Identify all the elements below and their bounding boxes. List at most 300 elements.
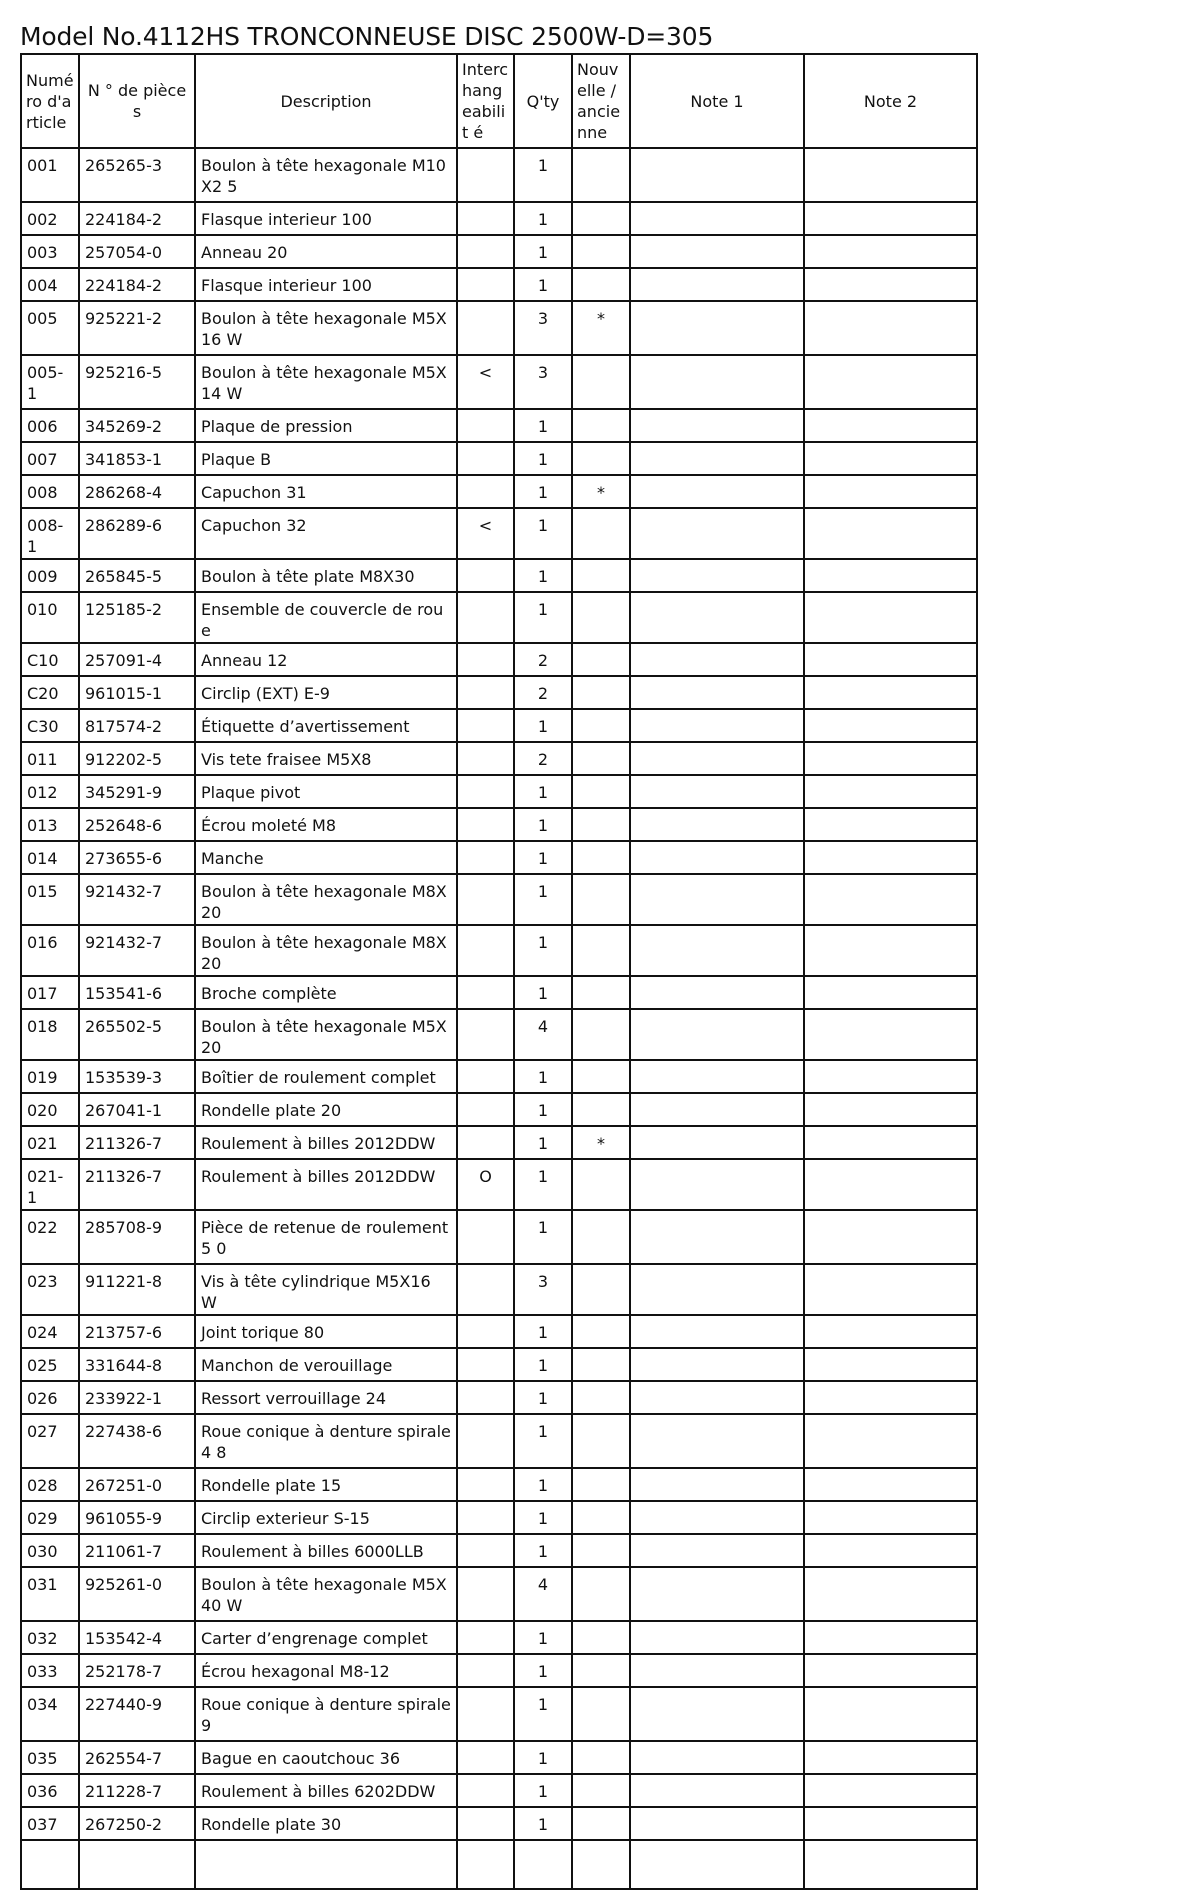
cell-note-2 — [804, 1687, 977, 1741]
cell-note-1 — [630, 1621, 804, 1654]
cell-item-number: 031 — [21, 1567, 79, 1621]
cell-note-1 — [630, 775, 804, 808]
cell-new-old — [572, 268, 630, 301]
header-note-1: Note 1 — [630, 54, 804, 148]
cell-note-1 — [630, 592, 804, 643]
cell-new-old: * — [572, 475, 630, 508]
table-row — [21, 676, 977, 709]
cell-new-old: * — [572, 301, 630, 355]
cell-part-number: 961055-9 — [79, 1501, 195, 1534]
cell-item-number: 026 — [21, 1381, 79, 1414]
table-row — [21, 1264, 977, 1315]
cell-interchangeability — [457, 148, 514, 202]
cell-description: Bague en caoutchouc 36 — [195, 1741, 457, 1774]
cell-part-number: 211326-7 — [79, 1159, 195, 1210]
cell-description: Joint torique 80 — [195, 1315, 457, 1348]
cell-item-number: 037 — [21, 1807, 79, 1840]
header-part-number: N ° de pièces — [79, 54, 195, 148]
cell-description: Roue conique à denture spirale 4 8 — [195, 1414, 457, 1468]
cell-new-old — [572, 355, 630, 409]
cell-new-old — [572, 808, 630, 841]
cell-quantity: 1 — [514, 1060, 572, 1093]
cell-description: Plaque B — [195, 442, 457, 475]
cell-part-number: 912202-5 — [79, 742, 195, 775]
cell-part-number: 925261-0 — [79, 1567, 195, 1621]
cell-note-2 — [804, 775, 977, 808]
table-row — [21, 1315, 977, 1348]
header-note-2: Note 2 — [804, 54, 977, 148]
cell-interchangeability — [457, 1093, 514, 1126]
cell-note-1 — [630, 1534, 804, 1567]
cell-note-1 — [630, 1264, 804, 1315]
cell-description: Écrou hexagonal M8-12 — [195, 1654, 457, 1687]
cell-part-number: 345291-9 — [79, 775, 195, 808]
cell-new-old — [572, 709, 630, 742]
cell-interchangeability — [457, 202, 514, 235]
table-row — [21, 148, 977, 202]
table-row — [21, 592, 977, 643]
cell-empty — [630, 1840, 804, 1889]
cell-quantity: 1 — [514, 1210, 572, 1264]
cell-note-2 — [804, 841, 977, 874]
cell-item-number: 015 — [21, 874, 79, 925]
cell-interchangeability — [457, 1654, 514, 1687]
cell-note-2 — [804, 235, 977, 268]
cell-item-number: 001 — [21, 148, 79, 202]
table-row — [21, 1060, 977, 1093]
cell-description: Circlip exterieur S-15 — [195, 1501, 457, 1534]
cell-description: Circlip (EXT) E-9 — [195, 676, 457, 709]
cell-part-number: 267041-1 — [79, 1093, 195, 1126]
cell-item-number: 004 — [21, 268, 79, 301]
cell-interchangeability — [457, 1774, 514, 1807]
cell-part-number: 211228-7 — [79, 1774, 195, 1807]
cell-quantity: 1 — [514, 235, 572, 268]
cell-new-old — [572, 976, 630, 1009]
cell-note-2 — [804, 1621, 977, 1654]
cell-interchangeability — [457, 925, 514, 976]
cell-note-1 — [630, 508, 804, 559]
cell-new-old — [572, 442, 630, 475]
cell-note-1 — [630, 742, 804, 775]
cell-description: Boulon à tête hexagonale M5X14 W — [195, 355, 457, 409]
cell-part-number: 267250-2 — [79, 1807, 195, 1840]
table-header-row — [21, 54, 977, 148]
cell-quantity: 1 — [514, 1741, 572, 1774]
cell-part-number: 252178-7 — [79, 1654, 195, 1687]
cell-part-number: 285708-9 — [79, 1210, 195, 1264]
cell-note-2 — [804, 1654, 977, 1687]
table-row — [21, 202, 977, 235]
cell-quantity: 1 — [514, 148, 572, 202]
cell-note-2 — [804, 409, 977, 442]
cell-part-number: 273655-6 — [79, 841, 195, 874]
cell-interchangeability — [457, 1468, 514, 1501]
cell-note-1 — [630, 1381, 804, 1414]
cell-item-number: 033 — [21, 1654, 79, 1687]
cell-part-number: 153539-3 — [79, 1060, 195, 1093]
cell-note-2 — [804, 148, 977, 202]
cell-part-number: 911221-8 — [79, 1264, 195, 1315]
cell-item-number: 002 — [21, 202, 79, 235]
table-row — [21, 1414, 977, 1468]
table-row — [21, 559, 977, 592]
cell-note-2 — [804, 1468, 977, 1501]
cell-note-2 — [804, 1414, 977, 1468]
cell-item-number: 006 — [21, 409, 79, 442]
cell-interchangeability — [457, 1060, 514, 1093]
table-row — [21, 1687, 977, 1741]
cell-item-number: 029 — [21, 1501, 79, 1534]
table-row — [21, 475, 977, 508]
cell-note-2 — [804, 1009, 977, 1060]
cell-description: Pièce de retenue de roulement 5 0 — [195, 1210, 457, 1264]
cell-interchangeability — [457, 301, 514, 355]
table-row — [21, 976, 977, 1009]
table-row — [21, 442, 977, 475]
cell-description: Plaque de pression — [195, 409, 457, 442]
cell-note-1 — [630, 925, 804, 976]
cell-item-number: 018 — [21, 1009, 79, 1060]
cell-item-number: 014 — [21, 841, 79, 874]
table-row — [21, 1126, 977, 1159]
cell-interchangeability: O — [457, 1159, 514, 1210]
cell-quantity: 1 — [514, 202, 572, 235]
cell-interchangeability — [457, 268, 514, 301]
cell-part-number: 224184-2 — [79, 268, 195, 301]
cell-description: Ressort verrouillage 24 — [195, 1381, 457, 1414]
cell-description: Plaque pivot — [195, 775, 457, 808]
cell-empty — [572, 1840, 630, 1889]
cell-description: Vis tete fraisee M5X8 — [195, 742, 457, 775]
cell-item-number: 008-1 — [21, 508, 79, 559]
cell-description: Roulement à billes 2012DDW — [195, 1126, 457, 1159]
cell-note-1 — [630, 1501, 804, 1534]
header-new-old: Nouv elle / ancie nne — [572, 54, 630, 148]
cell-interchangeability: < — [457, 508, 514, 559]
cell-part-number: 252648-6 — [79, 808, 195, 841]
cell-quantity: 1 — [514, 559, 572, 592]
cell-description: Roulement à billes 6202DDW — [195, 1774, 457, 1807]
cell-quantity: 2 — [514, 742, 572, 775]
cell-new-old — [572, 1009, 630, 1060]
cell-new-old — [572, 1159, 630, 1210]
cell-note-2 — [804, 355, 977, 409]
cell-part-number: 286268-4 — [79, 475, 195, 508]
table-row — [21, 1654, 977, 1687]
cell-note-2 — [804, 1060, 977, 1093]
cell-description: Broche complète — [195, 976, 457, 1009]
cell-interchangeability — [457, 559, 514, 592]
cell-description: Anneau 20 — [195, 235, 457, 268]
cell-part-number: 211326-7 — [79, 1126, 195, 1159]
cell-new-old — [572, 1060, 630, 1093]
cell-new-old — [572, 841, 630, 874]
cell-quantity: 1 — [514, 1534, 572, 1567]
cell-new-old — [572, 202, 630, 235]
table-row — [21, 925, 977, 976]
cell-description: Boulon à tête hexagonale M10X2 5 — [195, 148, 457, 202]
cell-note-1 — [630, 559, 804, 592]
cell-interchangeability — [457, 1009, 514, 1060]
cell-note-2 — [804, 874, 977, 925]
cell-part-number: 921432-7 — [79, 874, 195, 925]
cell-note-2 — [804, 301, 977, 355]
cell-item-number: 022 — [21, 1210, 79, 1264]
cell-note-2 — [804, 202, 977, 235]
cell-part-number: 961015-1 — [79, 676, 195, 709]
parts-table-container — [20, 53, 976, 1834]
cell-quantity: 1 — [514, 874, 572, 925]
cell-quantity: 1 — [514, 925, 572, 976]
table-row — [21, 874, 977, 925]
table-row — [21, 1381, 977, 1414]
cell-new-old — [572, 1315, 630, 1348]
cell-quantity: 1 — [514, 475, 572, 508]
cell-new-old — [572, 1501, 630, 1534]
cell-description: Boulon à tête hexagonale M8X20 — [195, 874, 457, 925]
cell-item-number: 020 — [21, 1093, 79, 1126]
cell-quantity: 2 — [514, 676, 572, 709]
cell-interchangeability — [457, 1621, 514, 1654]
cell-quantity: 1 — [514, 1348, 572, 1381]
cell-part-number: 331644-8 — [79, 1348, 195, 1381]
cell-item-number: 025 — [21, 1348, 79, 1381]
cell-part-number: 265502-5 — [79, 1009, 195, 1060]
cell-interchangeability — [457, 1741, 514, 1774]
cell-quantity: 1 — [514, 1807, 572, 1840]
cell-new-old — [572, 1264, 630, 1315]
cell-quantity: 3 — [514, 301, 572, 355]
cell-note-1 — [630, 1210, 804, 1264]
cell-interchangeability — [457, 1414, 514, 1468]
cell-interchangeability — [457, 742, 514, 775]
cell-item-number: C30 — [21, 709, 79, 742]
cell-quantity: 1 — [514, 1315, 572, 1348]
cell-interchangeability — [457, 1381, 514, 1414]
cell-interchangeability — [457, 592, 514, 643]
cell-part-number: 921432-7 — [79, 925, 195, 976]
cell-quantity: 1 — [514, 508, 572, 559]
cell-part-number: 341853-1 — [79, 442, 195, 475]
table-row — [21, 1501, 977, 1534]
table-row — [21, 235, 977, 268]
cell-item-number: 028 — [21, 1468, 79, 1501]
cell-new-old — [572, 775, 630, 808]
cell-new-old — [572, 925, 630, 976]
cell-note-1 — [630, 409, 804, 442]
cell-note-1 — [630, 1126, 804, 1159]
cell-empty — [457, 1840, 514, 1889]
cell-note-1 — [630, 1315, 804, 1348]
cell-quantity: 1 — [514, 709, 572, 742]
cell-quantity: 1 — [514, 1414, 572, 1468]
cell-note-2 — [804, 508, 977, 559]
cell-description: Boulon à tête hexagonale M8X20 — [195, 925, 457, 976]
cell-new-old — [572, 1687, 630, 1741]
cell-item-number: 011 — [21, 742, 79, 775]
cell-note-2 — [804, 1741, 977, 1774]
cell-quantity: 1 — [514, 1501, 572, 1534]
table-row — [21, 1159, 977, 1210]
cell-quantity: 1 — [514, 1654, 572, 1687]
cell-new-old — [572, 1210, 630, 1264]
cell-empty — [21, 1840, 79, 1889]
cell-note-2 — [804, 1159, 977, 1210]
cell-note-1 — [630, 235, 804, 268]
cell-interchangeability — [457, 1687, 514, 1741]
cell-new-old — [572, 409, 630, 442]
table-row — [21, 268, 977, 301]
cell-item-number: 016 — [21, 925, 79, 976]
cell-note-1 — [630, 1687, 804, 1741]
cell-new-old — [572, 148, 630, 202]
cell-note-1 — [630, 1093, 804, 1126]
cell-description: Flasque interieur 100 — [195, 202, 457, 235]
cell-item-number: 027 — [21, 1414, 79, 1468]
cell-new-old — [572, 1381, 630, 1414]
cell-quantity: 4 — [514, 1567, 572, 1621]
cell-part-number: 925221-2 — [79, 301, 195, 355]
cell-note-1 — [630, 268, 804, 301]
cell-note-1 — [630, 1807, 804, 1840]
table-row — [21, 1567, 977, 1621]
cell-quantity: 1 — [514, 409, 572, 442]
parts-table — [20, 53, 978, 1890]
cell-new-old — [572, 874, 630, 925]
table-row — [21, 1009, 977, 1060]
cell-interchangeability — [457, 1126, 514, 1159]
table-row — [21, 1468, 977, 1501]
cell-note-2 — [804, 559, 977, 592]
cell-note-2 — [804, 1210, 977, 1264]
cell-interchangeability — [457, 841, 514, 874]
cell-note-2 — [804, 1774, 977, 1807]
page-title: Model No.4112HS TRONCONNEUSE DISC 2500W-D=305 — [20, 22, 714, 51]
cell-quantity: 1 — [514, 442, 572, 475]
cell-part-number: 286289-6 — [79, 508, 195, 559]
cell-new-old — [572, 559, 630, 592]
cell-new-old — [572, 1654, 630, 1687]
cell-new-old — [572, 643, 630, 676]
table-row — [21, 841, 977, 874]
cell-part-number: 153542-4 — [79, 1621, 195, 1654]
cell-interchangeability — [457, 643, 514, 676]
table-body — [21, 148, 977, 1889]
cell-description: Boulon à tête plate M8X30 — [195, 559, 457, 592]
cell-note-2 — [804, 1348, 977, 1381]
cell-note-1 — [630, 643, 804, 676]
cell-item-number: 030 — [21, 1534, 79, 1567]
cell-description: Manche — [195, 841, 457, 874]
table-row — [21, 355, 977, 409]
cell-note-1 — [630, 1741, 804, 1774]
table-row — [21, 643, 977, 676]
cell-empty — [79, 1840, 195, 1889]
cell-part-number: 925216-5 — [79, 355, 195, 409]
table-row — [21, 409, 977, 442]
cell-description: Roue conique à denture spirale 9 — [195, 1687, 457, 1741]
table-row — [21, 1774, 977, 1807]
cell-note-1 — [630, 475, 804, 508]
cell-quantity: 1 — [514, 1093, 572, 1126]
cell-description: Roulement à billes 2012DDW — [195, 1159, 457, 1210]
cell-note-2 — [804, 742, 977, 775]
cell-part-number: 227440-9 — [79, 1687, 195, 1741]
cell-new-old — [572, 1534, 630, 1567]
cell-item-number: 012 — [21, 775, 79, 808]
cell-part-number: 267251-0 — [79, 1468, 195, 1501]
cell-note-1 — [630, 202, 804, 235]
cell-interchangeability — [457, 1807, 514, 1840]
cell-quantity: 1 — [514, 268, 572, 301]
cell-note-2 — [804, 1264, 977, 1315]
cell-quantity: 1 — [514, 976, 572, 1009]
table-row — [21, 709, 977, 742]
table-row — [21, 1093, 977, 1126]
cell-part-number: 213757-6 — [79, 1315, 195, 1348]
cell-note-1 — [630, 1774, 804, 1807]
cell-description: Manchon de verouillage — [195, 1348, 457, 1381]
cell-quantity: 1 — [514, 1159, 572, 1210]
cell-part-number: 224184-2 — [79, 202, 195, 235]
cell-new-old — [572, 1093, 630, 1126]
cell-item-number: 009 — [21, 559, 79, 592]
header-description: Description — [195, 54, 457, 148]
cell-new-old — [572, 508, 630, 559]
cell-new-old — [572, 235, 630, 268]
cell-description: Boîtier de roulement complet — [195, 1060, 457, 1093]
cell-new-old: * — [572, 1126, 630, 1159]
cell-description: Carter d’engrenage complet — [195, 1621, 457, 1654]
cell-note-2 — [804, 976, 977, 1009]
cell-interchangeability — [457, 1210, 514, 1264]
header-interchangeability: Interc hang eabilit é — [457, 54, 514, 148]
cell-note-1 — [630, 442, 804, 475]
header-quantity: Q'ty — [514, 54, 572, 148]
cell-part-number: 257091-4 — [79, 643, 195, 676]
cell-interchangeability — [457, 808, 514, 841]
cell-note-2 — [804, 592, 977, 643]
cell-interchangeability — [457, 976, 514, 1009]
cell-note-1 — [630, 1159, 804, 1210]
cell-description: Roulement à billes 6000LLB — [195, 1534, 457, 1567]
cell-note-1 — [630, 709, 804, 742]
cell-description: Étiquette d’avertissement — [195, 709, 457, 742]
cell-quantity: 3 — [514, 1264, 572, 1315]
cell-quantity: 4 — [514, 1009, 572, 1060]
cell-item-number: 021 — [21, 1126, 79, 1159]
cell-part-number: 233922-1 — [79, 1381, 195, 1414]
cell-note-2 — [804, 1807, 977, 1840]
cell-item-number: 021-1 — [21, 1159, 79, 1210]
cell-interchangeability — [457, 1501, 514, 1534]
header-item-number: Numé ro d'a rticle — [21, 54, 79, 148]
cell-description: Rondelle plate 20 — [195, 1093, 457, 1126]
cell-note-2 — [804, 709, 977, 742]
cell-item-number: 034 — [21, 1687, 79, 1741]
table-row — [21, 1348, 977, 1381]
cell-interchangeability — [457, 874, 514, 925]
table-row — [21, 808, 977, 841]
cell-interchangeability — [457, 1315, 514, 1348]
cell-quantity: 1 — [514, 1621, 572, 1654]
cell-description: Vis à tête cylindrique M5X16 W — [195, 1264, 457, 1315]
table-row — [21, 1807, 977, 1840]
cell-note-1 — [630, 808, 804, 841]
cell-interchangeability — [457, 442, 514, 475]
cell-note-2 — [804, 808, 977, 841]
